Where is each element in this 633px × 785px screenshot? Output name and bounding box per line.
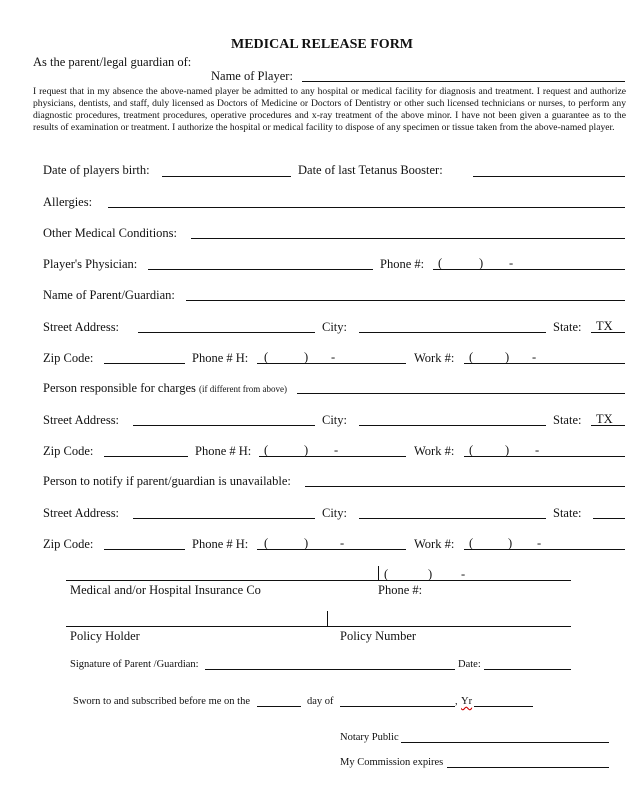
allergies-field[interactable] — [108, 207, 625, 208]
phone-open-paren: ( — [438, 256, 443, 270]
policy-holder-label: Policy Holder — [70, 629, 140, 643]
phone-open-paren: ( — [469, 536, 474, 550]
phone-open-paren: ( — [264, 536, 269, 550]
notify-city-field[interactable] — [359, 518, 546, 519]
player-name-label: Name of Player: — [211, 69, 293, 83]
yr-label: Yr — [461, 696, 473, 707]
phone-close-paren: ) — [428, 567, 433, 581]
signature-date-label: Date: — [458, 659, 481, 670]
parent-work-field[interactable] — [464, 363, 625, 364]
physician-phone-label: Phone #: — [380, 257, 425, 271]
phone-dash: - — [461, 567, 466, 581]
insurance-company-field[interactable] — [66, 580, 571, 581]
parent-zip-label: Zip Code: — [43, 351, 94, 365]
responsible-city-field[interactable] — [359, 425, 546, 426]
consent-paragraph: I request that in my absence the above-named player be admitted to any hospital or medical facility for diagnosis and treatment. I request and authorize physicians, dentists, and staff, duly licensed as Doctors of Medicine or Doctors of Dentistry or other such licensed technicians or nurses, to perform any diagnostic procedures, treatment procedures, operative procedures and x-ray treatment of the above minor. I have not been given a guarantee as to the results of examination or treatment. I authorize the hospital or medical facility to dispose of any specimen or tissue taken from the above-named player. — [33, 86, 626, 133]
tetanus-field[interactable] — [473, 176, 625, 177]
phone-close-paren: ) — [304, 350, 309, 364]
responsible-work-field[interactable] — [464, 456, 625, 457]
sworn-comma: , — [455, 696, 458, 707]
phone-close-paren: ) — [304, 443, 309, 457]
parent-zip-field[interactable] — [104, 363, 185, 364]
notify-street-field[interactable] — [133, 518, 315, 519]
responsible-state-label: State: — [553, 413, 582, 427]
phone-dash: - — [509, 256, 514, 270]
phone-dash: - — [340, 536, 345, 550]
parent-phone-h-label: Phone # H: — [192, 351, 249, 365]
signature-field[interactable] — [205, 669, 455, 670]
signature-date-field[interactable] — [484, 669, 571, 670]
parent-city-field[interactable] — [359, 332, 546, 333]
notify-work-field[interactable] — [464, 549, 625, 550]
responsible-phone-h-label: Phone # H: — [195, 444, 252, 458]
notify-label: Person to notify if parent/guardian is unavailable: — [43, 474, 291, 488]
responsible-state-value: TX — [596, 412, 613, 426]
phone-open-paren: ( — [384, 567, 389, 581]
responsible-zip-label: Zip Code: — [43, 444, 94, 458]
form-title: MEDICAL RELEASE FORM — [231, 37, 414, 52]
phone-close-paren: ) — [304, 536, 309, 550]
parent-name-field[interactable] — [186, 300, 625, 301]
sworn-month-field[interactable] — [340, 706, 455, 707]
insurance-company-label: Medical and/or Hospital Insurance Co — [70, 583, 261, 597]
sworn-label: Sworn to and subscribed before me on the — [73, 696, 250, 707]
phone-dash: - — [532, 350, 537, 364]
notify-zip-field[interactable] — [104, 549, 185, 550]
commission-label: My Commission expires — [340, 757, 444, 768]
notify-street-label: Street Address: — [43, 506, 120, 520]
other-conditions-label: Other Medical Conditions: — [43, 226, 178, 240]
responsible-street-label: Street Address: — [43, 413, 120, 427]
allergies-label: Allergies: — [43, 195, 93, 209]
other-conditions-field[interactable] — [191, 238, 625, 239]
day-of-label: day of — [307, 696, 334, 707]
sworn-day-field[interactable] — [257, 706, 301, 707]
phone-dash: - — [331, 350, 336, 364]
phone-close-paren: ) — [479, 256, 484, 270]
sworn-year-field[interactable] — [474, 706, 533, 707]
notify-field[interactable] — [305, 486, 625, 487]
commission-field[interactable] — [447, 767, 609, 768]
phone-close-paren: ) — [505, 443, 510, 457]
responsible-note: (if different from above) — [198, 384, 288, 394]
responsible-street-field[interactable] — [133, 425, 315, 426]
parent-name-label: Name of Parent/Guardian: — [43, 288, 175, 302]
notify-phone-h-label: Phone # H: — [192, 537, 249, 551]
notify-state-field[interactable] — [593, 518, 625, 519]
physician-label: Player's Physician: — [43, 257, 138, 271]
responsible-label — [43, 381, 287, 396]
parent-street-field[interactable] — [138, 332, 315, 333]
phone-open-paren: ( — [264, 443, 269, 457]
notify-city-label: City: — [322, 506, 348, 520]
responsible-field[interactable] — [297, 393, 625, 394]
dob-label: Date of players birth: — [43, 163, 150, 177]
phone-close-paren: ) — [508, 536, 513, 550]
signature-label: Signature of Parent /Guardian: — [70, 659, 199, 670]
phone-dash: - — [535, 443, 540, 457]
responsible-phone-h-field[interactable] — [259, 456, 406, 457]
responsible-city-label: City: — [322, 413, 348, 427]
notify-zip-label: Zip Code: — [43, 537, 94, 551]
responsible-label-text: Person responsible for charges — [43, 381, 196, 395]
parent-state-value: TX — [596, 319, 613, 333]
insurance-divider — [378, 566, 379, 580]
policy-number-label: Policy Number — [340, 629, 417, 643]
player-name-field[interactable] — [302, 81, 625, 82]
parent-city-label: City: — [322, 320, 348, 334]
physician-phone-field[interactable] — [433, 269, 625, 270]
phone-dash: - — [537, 536, 542, 550]
parent-street-label: Street Address: — [43, 320, 120, 334]
phone-dash: - — [334, 443, 339, 457]
dob-field[interactable] — [162, 176, 291, 177]
phone-open-paren: ( — [469, 350, 474, 364]
notify-state-label: State: — [553, 506, 582, 520]
notary-field[interactable] — [401, 742, 609, 743]
policy-divider — [327, 611, 328, 626]
physician-field[interactable] — [148, 269, 373, 270]
phone-open-paren: ( — [264, 350, 269, 364]
parent-state-label: State: — [553, 320, 582, 334]
phone-open-paren: ( — [469, 443, 474, 457]
responsible-work-label: Work #: — [414, 444, 455, 458]
guardian-intro-text: As the parent/legal guardian of: — [33, 55, 192, 69]
notary-label: Notary Public — [340, 732, 399, 743]
responsible-zip-field[interactable] — [104, 456, 188, 457]
notify-phone-h-field[interactable] — [257, 549, 406, 550]
notify-work-label: Work #: — [414, 537, 455, 551]
tetanus-label: Date of last Tetanus Booster: — [298, 163, 443, 177]
insurance-phone-label: Phone #: — [378, 583, 423, 597]
policy-field[interactable] — [66, 626, 571, 627]
phone-close-paren: ) — [505, 350, 510, 364]
parent-work-label: Work #: — [414, 351, 455, 365]
